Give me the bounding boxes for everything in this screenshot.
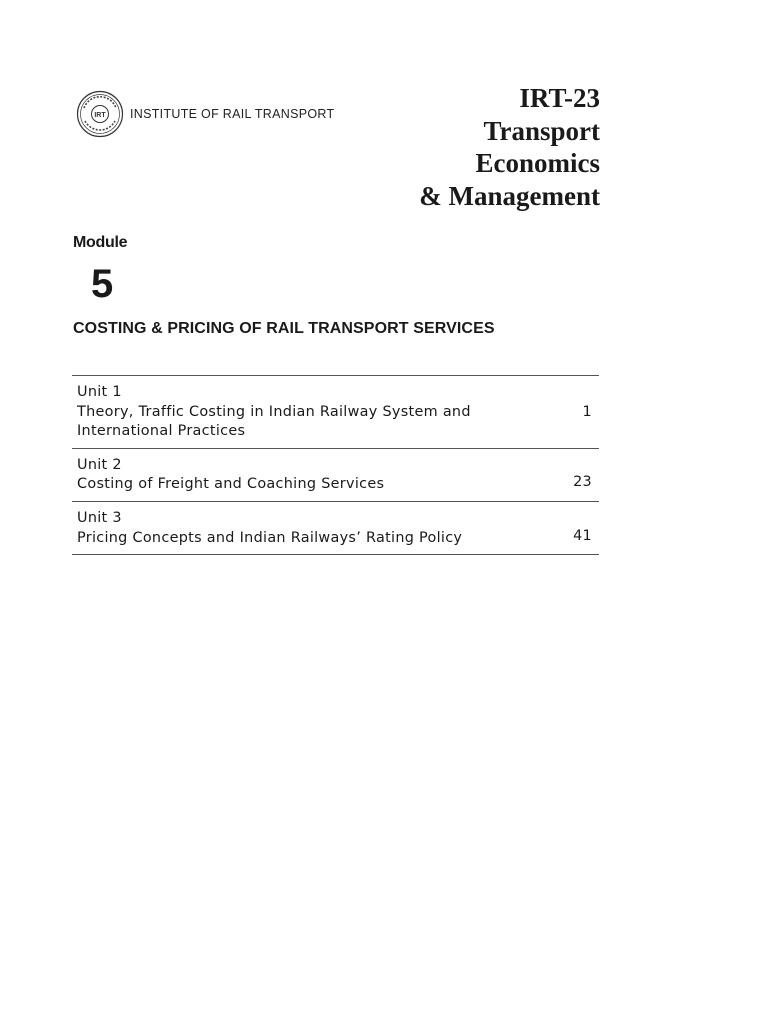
module-number: 5: [91, 262, 114, 306]
unit-label: Unit 1: [77, 384, 122, 400]
unit-label: Unit 3: [77, 509, 122, 526]
institute-header: [76, 90, 334, 138]
institute-name: INSTITUTE OF RAIL TRANSPORT: [130, 107, 335, 121]
course-title-line-3: & Management: [419, 180, 600, 211]
toc-row-unit-2[interactable]: [72, 449, 599, 502]
unit-title: [77, 403, 599, 442]
unit-page-number: 41: [573, 527, 592, 544]
course-code: IRT-23: [519, 83, 600, 113]
unit-page-number: 1: [582, 403, 592, 420]
course-title-line-1: Transport: [483, 115, 600, 146]
unit-title-line: International Practices: [77, 423, 246, 440]
toc-row-unit-3[interactable]: [72, 502, 599, 555]
unit-title-line: Theory, Traffic Costing in Indian Railway System and: [77, 403, 471, 420]
institute-seal-logo: [76, 90, 124, 138]
course-title-line-2: Economics: [475, 148, 600, 178]
unit-page-number: 23: [573, 474, 592, 491]
unit-title: Costing of Freight and Coaching Services: [77, 476, 385, 493]
logo-monogram: IRT: [94, 112, 106, 119]
unit-label: Unit 2: [77, 456, 122, 473]
units-table-of-contents: [72, 375, 599, 555]
toc-row-unit-1[interactable]: [72, 376, 599, 449]
module-label: Module: [73, 234, 128, 251]
module-heading: COSTING & PRICING OF RAIL TRANSPORT SERVICES: [73, 320, 495, 337]
course-title-block: [419, 82, 600, 212]
unit-title: Pricing Concepts and Indian Railways’ Rating Policy: [77, 529, 463, 546]
